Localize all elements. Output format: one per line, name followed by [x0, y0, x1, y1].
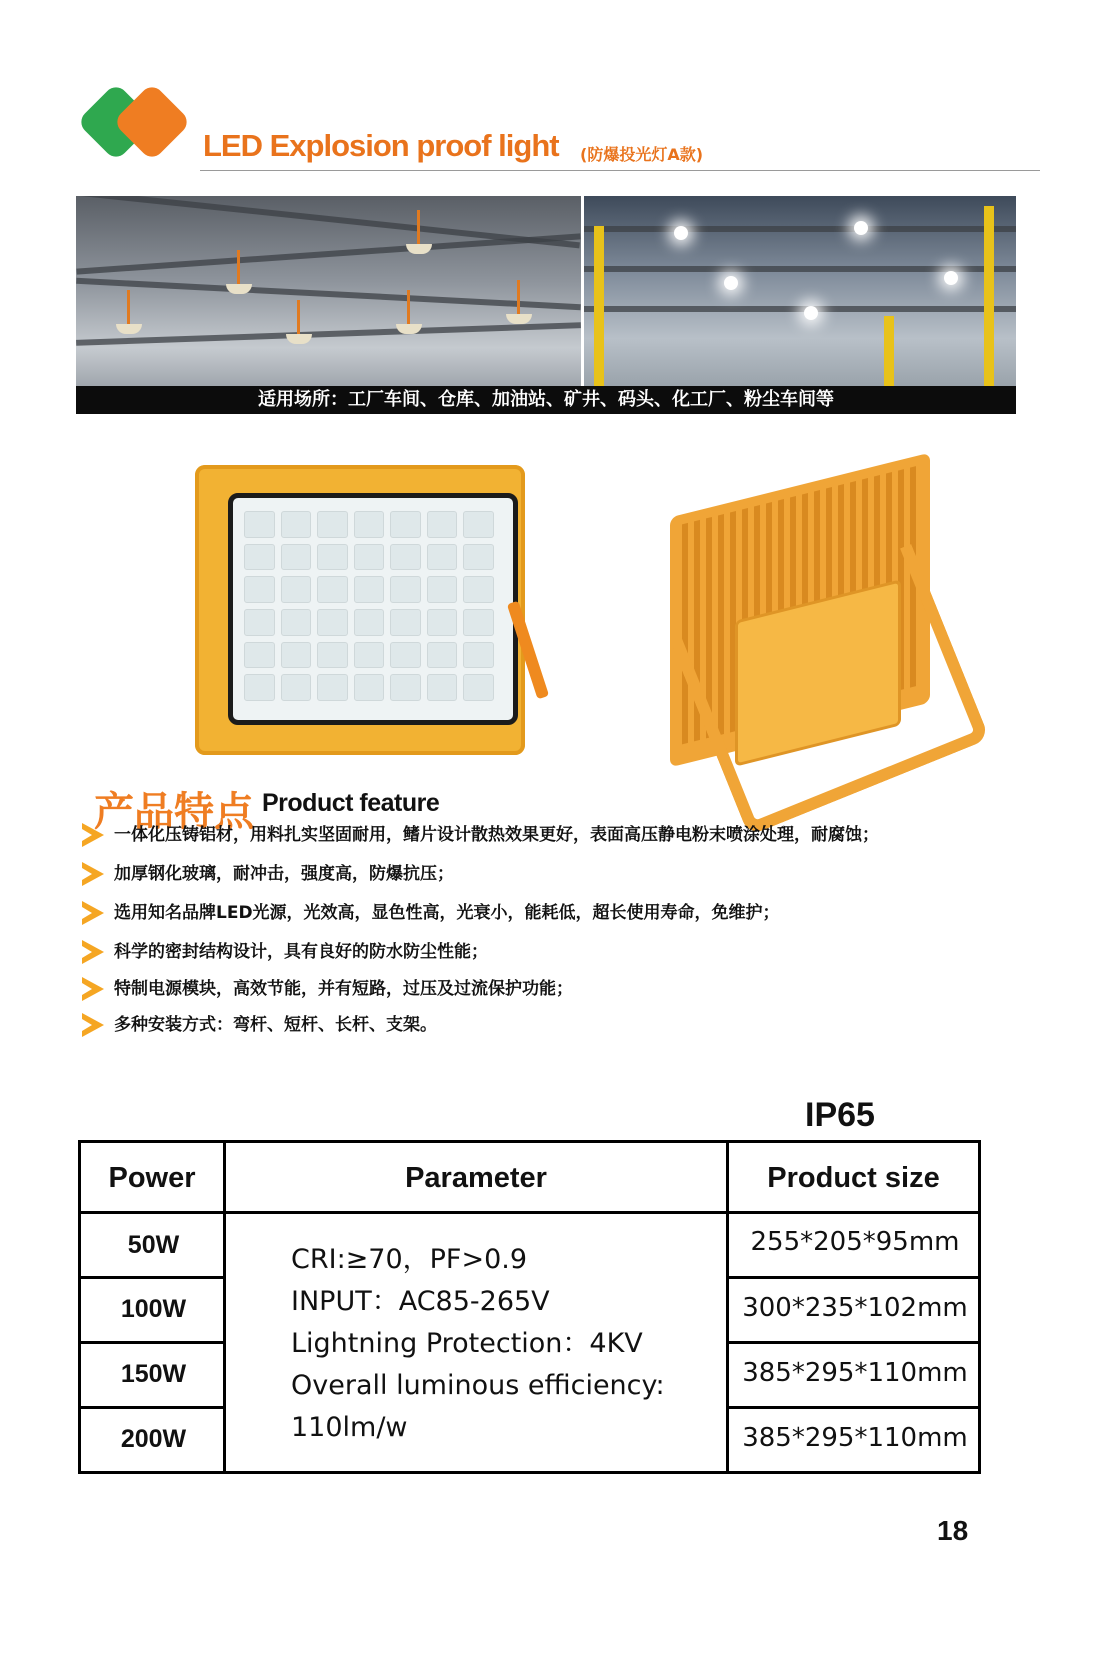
- arrow-bullet-icon: [82, 940, 104, 964]
- arrow-bullet-icon: [82, 862, 104, 886]
- feature-item: 科学的密封结构设计，具有良好的防水防尘性能；: [82, 937, 488, 964]
- arrow-bullet-icon: [82, 823, 104, 847]
- led-chip: [463, 544, 494, 571]
- led-chip: [390, 576, 421, 603]
- warehouse-photo-right: [584, 196, 1016, 386]
- spec-table: [78, 1140, 981, 1474]
- size-cell: 385*295*110mm: [742, 1358, 968, 1388]
- page-title: LED Explosion proof light: [203, 128, 559, 163]
- ip-rating: IP65: [805, 1096, 875, 1134]
- power-cell: 150W: [120, 1360, 187, 1388]
- led-chip: [463, 674, 494, 701]
- power-cell: 100W: [120, 1295, 187, 1323]
- arrow-bullet-icon: [82, 1013, 104, 1037]
- led-chip: [244, 674, 275, 701]
- header-power: Power: [108, 1162, 196, 1194]
- led-chip: [427, 544, 458, 571]
- parameter-line: Lightning Protection：4KV: [291, 1328, 643, 1359]
- led-array: [244, 511, 494, 701]
- title-divider: [200, 170, 1040, 171]
- led-chip: [281, 674, 312, 701]
- led-chip: [281, 511, 312, 538]
- led-chip: [354, 544, 385, 571]
- feature-item: 一体化压铸铝材，用料扎实坚固耐用，鳍片设计散热效果更好，表面高压静电粉末喷涂处理，耐腐蚀；: [82, 820, 879, 847]
- led-chip: [354, 511, 385, 538]
- banner-caption: 适用场所：工厂车间、仓库、加油站、矿井、码头、化工厂、粉尘车间等: [258, 389, 834, 410]
- parameter-block: [291, 1239, 665, 1449]
- led-chip: [463, 511, 494, 538]
- feature-item: 多种安装方式：弯杆、短杆、长杆、支架。: [82, 1010, 437, 1037]
- led-chip: [463, 609, 494, 636]
- size-cell: 300*235*102mm: [742, 1293, 968, 1323]
- led-chip: [244, 642, 275, 669]
- led-chip: [244, 511, 275, 538]
- led-chip: [317, 609, 348, 636]
- led-chip: [281, 642, 312, 669]
- led-chip: [281, 609, 312, 636]
- led-chip: [390, 544, 421, 571]
- parameter-line: INPUT：AC85-265V: [291, 1286, 550, 1317]
- led-chip: [281, 576, 312, 603]
- header-parameter: Parameter: [405, 1162, 547, 1194]
- led-chip: [317, 544, 348, 571]
- led-chip: [354, 674, 385, 701]
- led-chip: [354, 576, 385, 603]
- size-cell: 385*295*110mm: [742, 1423, 968, 1453]
- led-chip: [281, 544, 312, 571]
- parameter-line: Overall luminous efficiency:: [291, 1370, 665, 1401]
- led-chip: [244, 576, 275, 603]
- led-chip: [427, 674, 458, 701]
- led-chip: [463, 576, 494, 603]
- led-chip: [427, 642, 458, 669]
- feature-item: 加厚钢化玻璃，耐冲击，强度高，防爆抗压；: [82, 859, 454, 886]
- warehouse-photo-left: [76, 196, 581, 386]
- led-chip: [317, 674, 348, 701]
- page-subtitle: (防爆投光灯A款): [580, 145, 704, 164]
- feature-item: 选用知名品牌LED光源，光效高，显色性高，光衰小，能耗低，超长使用寿命，免维护；: [82, 898, 780, 925]
- led-chip: [390, 511, 421, 538]
- led-chip: [354, 642, 385, 669]
- size-cell: 255*205*95mm: [750, 1227, 960, 1257]
- led-chip: [463, 642, 494, 669]
- led-chip: [427, 511, 458, 538]
- arrow-bullet-icon: [82, 977, 104, 1001]
- led-chip: [390, 674, 421, 701]
- header-product-size: Product size: [767, 1162, 940, 1194]
- led-chip: [244, 544, 275, 571]
- power-cell: 50W: [127, 1231, 180, 1259]
- arrow-bullet-icon: [82, 901, 104, 925]
- led-chip: [390, 609, 421, 636]
- power-cell: 200W: [120, 1425, 187, 1453]
- led-chip: [427, 609, 458, 636]
- led-chip: [317, 642, 348, 669]
- led-chip: [244, 609, 275, 636]
- page-number: 18: [937, 1515, 969, 1546]
- feature-item: 特制电源模块，高效节能，并有短路，过压及过流保护功能；: [82, 974, 573, 1001]
- led-chip: [354, 609, 385, 636]
- feature-title-cn: 产品特点: [94, 789, 254, 835]
- parameter-line: CRI:≥70，PF>0.9: [291, 1244, 528, 1275]
- led-chip: [317, 511, 348, 538]
- feature-title-en: Product feature: [262, 789, 440, 817]
- led-chip: [390, 642, 421, 669]
- led-chip: [427, 576, 458, 603]
- led-chip: [317, 576, 348, 603]
- parameter-line: 110lm/w: [291, 1412, 408, 1443]
